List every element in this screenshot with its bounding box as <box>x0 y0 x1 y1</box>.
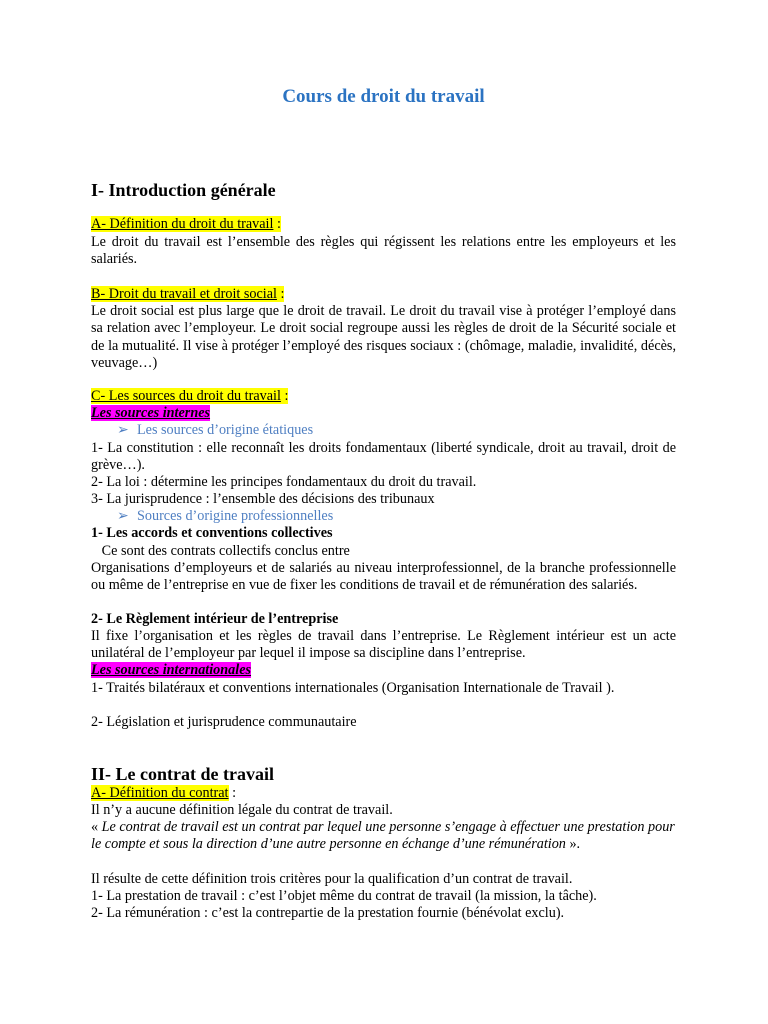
contrat-definition-label: A- Définition du contrat <box>91 785 229 801</box>
colon: : <box>228 785 237 801</box>
quote-text: Le contrat de travail est un contrat par lequel une personne s’engage à effectuer une prestation pour le compte et sous la direction d’une autre personne en échange d’une rémunération <box>91 819 675 853</box>
sources-internationales-label <box>91 662 676 679</box>
arrow-bullet-icon: ➢ <box>117 508 129 524</box>
contrat-line-3: Il résulte de cette définition trois critères pour la qualification d’un contrat de travail. <box>91 871 573 887</box>
sources-professionnelles-label: Sources d’origine professionnelles <box>137 508 334 524</box>
internationales-item-1: 1- Traités bilatéraux et conventions internationales (Organisation Internationale de Travail ). <box>91 680 615 696</box>
sources-internes-text: Les sources internes <box>91 405 211 421</box>
etatiques-item-3: 3- La jurisprudence : l’ensemble des décisions des tribunaux <box>91 491 435 507</box>
sources-etatiques-item <box>117 422 313 439</box>
subsection-b-label: B- Droit du travail et droit social <box>91 286 277 302</box>
etatiques-item-1: 1- La constitution : elle reconnaît les droits fondamentaux (liberté syndicale, droit au travail, droit de grève…). <box>91 440 676 474</box>
section-1-heading: I- Introduction générale <box>91 180 276 200</box>
arrow-bullet-icon: ➢ <box>117 422 129 438</box>
contrat-definition-title <box>91 785 676 802</box>
sources-etatiques-label: Les sources d’origine étatiques <box>137 422 314 438</box>
accords-intro: Ce sont des contrats collectifs conclus entre <box>91 543 350 559</box>
document-title: Cours de droit du travail <box>282 86 485 107</box>
reglement-text: Il fixe l’organisation et les règles de travail dans l’entreprise. Le Règlement intérieur est un acte unilatéral de l’employeur par lequel il impose sa discipline dans l’entreprise. <box>91 628 676 662</box>
subsection-b-title <box>91 286 676 303</box>
section-2-heading: II- Le contrat de travail <box>91 764 274 784</box>
contrat-line-1: Il n’y a aucune définition légale du contrat de travail. <box>91 802 393 818</box>
sources-internes-label <box>91 405 676 422</box>
accords-heading: 1- Les accords et conventions collectives <box>91 525 333 541</box>
subsection-a-title <box>91 216 676 233</box>
etatiques-item-2: 2- La loi : détermine les principes fondamentaux du droit du travail. <box>91 474 477 490</box>
colon: : <box>280 388 289 404</box>
subsection-c-title <box>91 388 676 405</box>
criterion-1: 1- La prestation de travail : c’est l’objet même du contrat de travail (la mission, la tâche). <box>91 888 597 904</box>
criterion-2: 2- La rémunération : c’est la contrepartie de la prestation fournie (bénévolat exclu). <box>91 905 565 921</box>
sources-professionnelles-item <box>117 508 333 525</box>
subsection-a-label: A- Définition du droit du travail <box>91 216 274 232</box>
contrat-quote <box>91 819 676 854</box>
reglement-heading: 2- Le Règlement intérieur de l’entreprise <box>91 611 339 627</box>
quote-close: ». <box>565 836 581 853</box>
quote-open: « <box>91 819 102 835</box>
subsection-c-label: C- Les sources du droit du travail <box>91 388 281 404</box>
sources-internationales-text: Les sources internationales <box>91 662 252 678</box>
accords-text: Organisations d’employeurs et de salariés au niveau interprofessionnel, de la branche professionnelle ou même de l’entreprise en vue de fixer les conditions de travail et de rémunération des salariés. <box>91 560 676 594</box>
colon: : <box>276 286 285 302</box>
subsection-a-text: Le droit du travail est l’ensemble des règles qui régissent les relations entre les employeurs et les salariés. <box>91 234 676 268</box>
subsection-b-text: Le droit social est plus large que le droit de travail. Le droit du travail vise à protéger l’employé dans sa relation avec l’employeur. Le droit social regroupe aussi les règles de droit de la Sécurité sociale et de la mutualité. Il vise à protéger l’employé des risques sociaux : (chômage, maladie, invalidité, décès, veuvage…) <box>91 303 676 371</box>
colon: : <box>273 216 281 232</box>
internationales-item-2: 2- Législation et jurisprudence communautaire <box>91 714 357 730</box>
